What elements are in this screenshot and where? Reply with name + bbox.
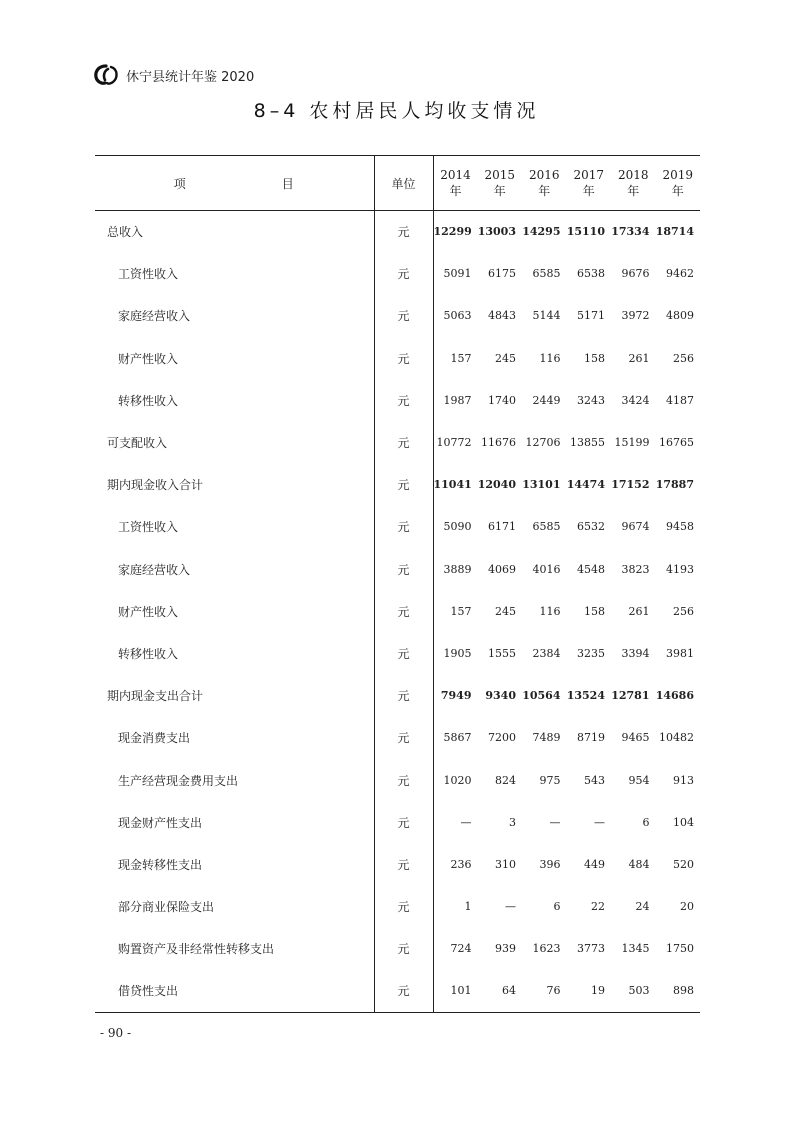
row-label: 借贷性支出 — [95, 970, 374, 1012]
table-row — [95, 970, 700, 1012]
cell-value: 1020 — [443, 773, 472, 787]
cell-value: 1 — [464, 900, 472, 914]
cell-value: 18714 — [655, 225, 694, 239]
cell-value: 9676 — [621, 267, 650, 281]
row-unit: 元 — [374, 379, 433, 421]
row-label: 家庭经营收入 — [95, 548, 374, 590]
cell-value: 484 — [628, 857, 650, 871]
cell-value: 1905 — [443, 646, 472, 660]
cell-value: 245 — [495, 351, 516, 365]
cell-value: — — [460, 815, 472, 829]
table-row — [95, 675, 700, 717]
cell-value: — — [505, 900, 516, 914]
row-label: 部分商业保险支出 — [95, 886, 374, 928]
cell-value: 6171 — [488, 520, 516, 534]
header-year: 2016 年 — [528, 167, 560, 198]
row-label: 总收入 — [95, 211, 374, 253]
cell-value: 11041 — [433, 478, 472, 492]
header-item: 项 目 — [95, 156, 374, 211]
cell-value: 17334 — [611, 225, 650, 239]
cell-value: — — [549, 815, 561, 829]
cell-value: 13003 — [477, 225, 516, 239]
cell-value: 954 — [628, 773, 650, 787]
cell-value: 396 — [539, 857, 561, 871]
cell-value: 1345 — [621, 942, 650, 956]
cell-value: 101 — [450, 984, 472, 998]
table-row — [95, 717, 700, 759]
cell-value: 7949 — [440, 689, 472, 703]
cell-value: 4809 — [666, 309, 694, 323]
cell-value: 158 — [584, 351, 605, 365]
cell-value: 3424 — [621, 393, 650, 407]
cell-value: 6175 — [488, 267, 516, 281]
row-label: 生产经营现金费用支出 — [95, 759, 374, 801]
row-unit: 元 — [374, 801, 433, 843]
cell-value: 3823 — [621, 562, 650, 576]
cell-value: 76 — [546, 984, 561, 998]
row-label: 工资性收入 — [95, 253, 374, 295]
row-label: 现金转移性支出 — [95, 843, 374, 885]
table-row — [95, 801, 700, 843]
cell-value: 4069 — [488, 562, 516, 576]
cell-value: 157 — [450, 604, 472, 618]
row-unit: 元 — [374, 548, 433, 590]
cell-value: 12781 — [611, 689, 650, 703]
cell-value: 724 — [450, 942, 472, 956]
cell-value: 3773 — [577, 942, 605, 956]
cell-value: 261 — [628, 604, 650, 618]
cell-value: 310 — [495, 857, 516, 871]
row-label: 可支配收入 — [95, 421, 374, 463]
cell-value: 22 — [591, 900, 605, 914]
cell-value: 5090 — [443, 520, 472, 534]
row-unit: 元 — [374, 886, 433, 928]
row-label: 期内现金支出合计 — [95, 675, 374, 717]
cell-value: 1740 — [488, 393, 516, 407]
row-unit: 元 — [374, 337, 433, 379]
data-table — [95, 155, 700, 1013]
row-unit: 元 — [374, 717, 433, 759]
table-row — [95, 253, 700, 295]
cell-value: 261 — [628, 351, 650, 365]
cell-value: 4016 — [532, 562, 561, 576]
cell-value: 3235 — [577, 646, 605, 660]
cell-value: 116 — [539, 604, 561, 618]
cell-value: 116 — [539, 351, 561, 365]
table-header-row — [95, 156, 700, 211]
table-row — [95, 464, 700, 506]
cell-value: 14686 — [655, 689, 694, 703]
table-row — [95, 928, 700, 970]
cell-value: 256 — [673, 351, 694, 365]
row-unit: 元 — [374, 253, 433, 295]
cell-value: 12040 — [477, 478, 516, 492]
row-unit: 元 — [374, 970, 433, 1012]
cell-value: 6585 — [532, 520, 561, 534]
cell-value: 3243 — [577, 393, 605, 407]
row-unit: 元 — [374, 421, 433, 463]
row-label: 财产性收入 — [95, 337, 374, 379]
book-title: 休宁县统计年鉴 2020 — [126, 69, 255, 85]
cell-value: 520 — [673, 857, 694, 871]
row-label: 现金财产性支出 — [95, 801, 374, 843]
row-unit: 元 — [374, 843, 433, 885]
cell-value: 19 — [591, 984, 605, 998]
cell-value: 15199 — [614, 436, 650, 450]
row-unit: 元 — [374, 759, 433, 801]
header-year: 2018 年 — [617, 167, 649, 198]
cell-value: 4187 — [666, 393, 694, 407]
row-label: 家庭经营收入 — [95, 295, 374, 337]
table-row — [95, 548, 700, 590]
row-unit: 元 — [374, 632, 433, 674]
row-unit: 元 — [374, 506, 433, 548]
cell-value: 10482 — [659, 731, 694, 745]
cell-value: 2449 — [532, 393, 561, 407]
yearbook-logo-icon — [92, 63, 120, 87]
cell-value: 10772 — [436, 436, 472, 450]
cell-value: 5091 — [443, 267, 472, 281]
cell-value: 9465 — [621, 731, 650, 745]
cell-value: 9462 — [666, 267, 694, 281]
cell-value: 104 — [673, 815, 694, 829]
cell-value: 7489 — [532, 731, 561, 745]
row-label: 购置资产及非经常性转移支出 — [95, 928, 374, 970]
cell-value: 8719 — [577, 731, 605, 745]
cell-value: 245 — [495, 604, 516, 618]
cell-value: 236 — [450, 857, 472, 871]
table-row — [95, 843, 700, 885]
row-label: 转移性收入 — [95, 632, 374, 674]
page-header — [92, 62, 254, 88]
cell-value: 5171 — [577, 309, 605, 323]
cell-value: 824 — [495, 773, 516, 787]
cell-value: 3972 — [621, 309, 650, 323]
table-row — [95, 759, 700, 801]
cell-value: 5144 — [532, 309, 561, 323]
cell-value: 898 — [673, 984, 694, 998]
cell-value: 17152 — [611, 478, 650, 492]
income-expenditure-table — [95, 155, 700, 1013]
cell-value: 4193 — [666, 562, 694, 576]
cell-value: 3 — [509, 815, 516, 829]
cell-value: 6585 — [532, 267, 561, 281]
cell-value: 9340 — [485, 689, 516, 703]
table-row — [95, 211, 700, 253]
cell-value: 17887 — [655, 478, 694, 492]
cell-value: 14474 — [566, 478, 605, 492]
cell-value: 1987 — [443, 393, 472, 407]
row-label: 转移性收入 — [95, 379, 374, 421]
cell-value: 449 — [584, 857, 605, 871]
table-body — [95, 211, 700, 1013]
cell-value: 13101 — [522, 478, 561, 492]
cell-value: 16765 — [659, 436, 694, 450]
cell-value: 2384 — [532, 646, 561, 660]
cell-value: 256 — [673, 604, 694, 618]
cell-value: 543 — [584, 773, 605, 787]
cell-value: 1623 — [532, 942, 561, 956]
table-row — [95, 337, 700, 379]
table-title: 8–4 农村居民人均收支情况 — [253, 100, 540, 122]
cell-value: 5063 — [443, 309, 472, 323]
cell-value: 6538 — [577, 267, 605, 281]
table-row — [95, 506, 700, 548]
cell-value: 975 — [539, 773, 561, 787]
cell-value: 939 — [495, 942, 516, 956]
row-unit: 元 — [374, 590, 433, 632]
cell-value: 7200 — [488, 731, 516, 745]
cell-value: 6532 — [577, 520, 605, 534]
cell-value: 157 — [450, 351, 472, 365]
table-row — [95, 886, 700, 928]
row-unit: 元 — [374, 464, 433, 506]
row-label: 工资性收入 — [95, 506, 374, 548]
row-label: 财产性收入 — [95, 590, 374, 632]
cell-value: 13855 — [570, 436, 605, 450]
table-row — [95, 590, 700, 632]
table-row — [95, 295, 700, 337]
page-number: - 90 - — [100, 1026, 132, 1040]
table-row — [95, 379, 700, 421]
cell-value: 1555 — [488, 646, 516, 660]
cell-value: 20 — [680, 900, 694, 914]
table-row — [95, 632, 700, 674]
cell-value: 6 — [553, 900, 561, 914]
cell-value: — — [594, 815, 605, 829]
row-label: 现金消费支出 — [95, 717, 374, 759]
header-year: 2019 年 — [662, 167, 694, 198]
header-year: 2014 年 — [440, 167, 471, 198]
cell-value: 9458 — [666, 520, 694, 534]
header-year: 2017 年 — [573, 167, 605, 198]
cell-value: 14295 — [522, 225, 561, 239]
cell-value: 13524 — [566, 689, 605, 703]
cell-value: 1750 — [666, 942, 694, 956]
cell-value: 3981 — [666, 646, 694, 660]
cell-value: 11676 — [481, 436, 516, 450]
cell-value: 158 — [584, 604, 605, 618]
cell-value: 4843 — [488, 309, 516, 323]
row-label: 期内现金收入合计 — [95, 464, 374, 506]
header-unit: 单位 — [374, 156, 433, 211]
row-unit: 元 — [374, 295, 433, 337]
cell-value: 64 — [502, 984, 516, 998]
cell-value: 503 — [628, 984, 650, 998]
cell-value: 12706 — [525, 436, 561, 450]
row-unit: 元 — [374, 928, 433, 970]
header-year: 2015 年 — [484, 167, 516, 198]
cell-value: 4548 — [577, 562, 605, 576]
cell-value: 5867 — [443, 731, 472, 745]
cell-value: 9674 — [621, 520, 650, 534]
cell-value: 913 — [673, 773, 694, 787]
row-unit: 元 — [374, 211, 433, 253]
cell-value: 6 — [642, 815, 650, 829]
cell-value: 3889 — [443, 562, 472, 576]
row-unit: 元 — [374, 675, 433, 717]
cell-value: 24 — [635, 900, 650, 914]
cell-value: 10564 — [522, 689, 561, 703]
table-row — [95, 421, 700, 463]
cell-value: 15110 — [566, 225, 605, 239]
cell-value: 3394 — [621, 646, 650, 660]
cell-value: 12299 — [433, 225, 472, 239]
